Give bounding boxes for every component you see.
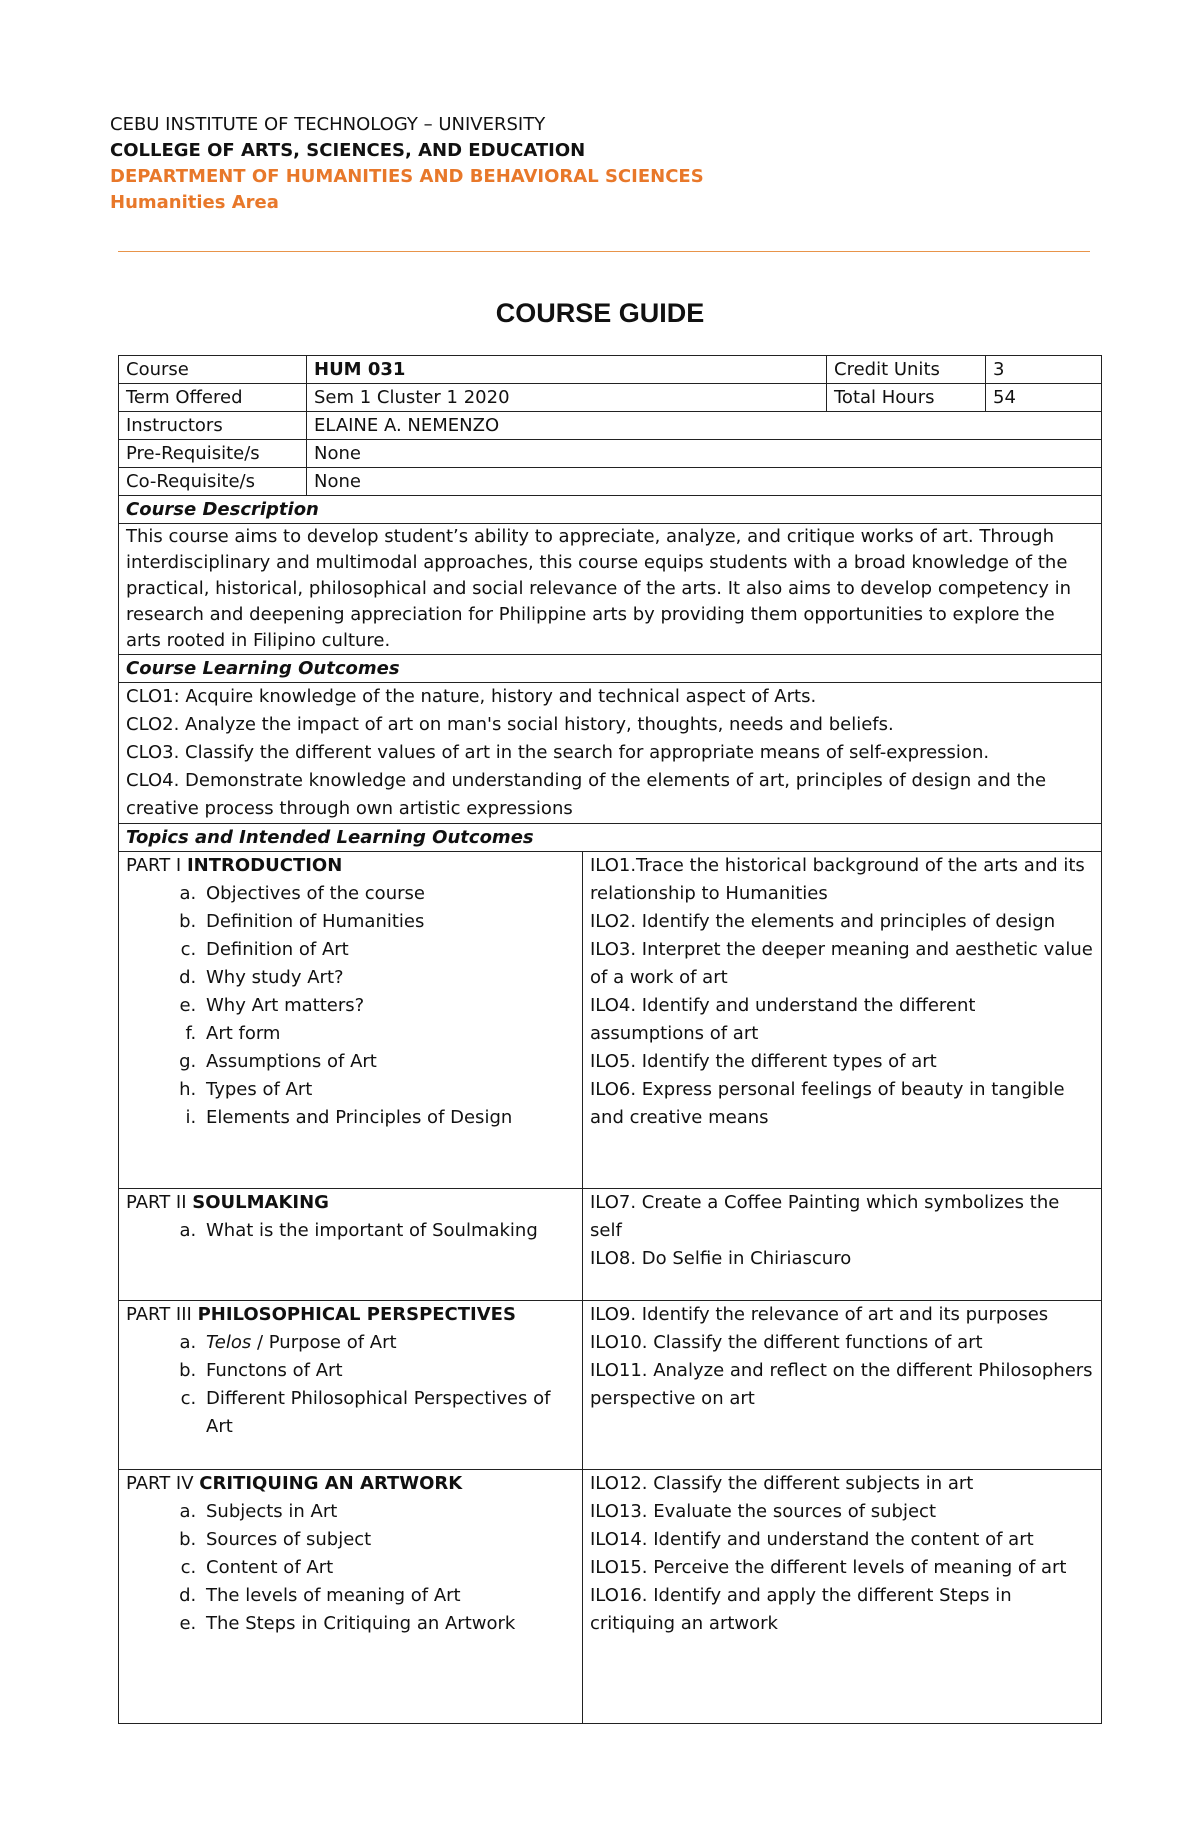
ilo-item: ILO5. Identify the different types of art bbox=[590, 1051, 937, 1072]
description-heading: Course Description bbox=[119, 496, 1102, 524]
prereq-value: None bbox=[307, 440, 1102, 468]
list-item: c. Definition of Art bbox=[202, 936, 575, 964]
list-item: c. Different Philosophical Perspectives of Art bbox=[202, 1385, 575, 1441]
part-topics bbox=[119, 852, 583, 1189]
ilo-item: ILO8. Do Selfie in Chiriascuro bbox=[590, 1248, 852, 1269]
item-text: / Purpose of Art bbox=[251, 1332, 397, 1353]
part-name: CRITIQUING AN ARTWORK bbox=[199, 1473, 463, 1494]
ilo-item: ILO14. Identify and understand the content of art bbox=[590, 1529, 1034, 1550]
part-title bbox=[126, 1301, 575, 1329]
term-row bbox=[119, 384, 1102, 412]
ilo-item: ILO2. Identify the elements and principles of design bbox=[590, 911, 1056, 932]
topic-list bbox=[126, 1498, 575, 1638]
ilo-item: ILO1.Trace the historical background of the arts and its relationship to Humanities bbox=[590, 855, 1085, 904]
ilo-item: ILO7. Create a Coffee Painting which symbolizes the self bbox=[590, 1192, 1060, 1241]
ilo-item: ILO15. Perceive the different levels of meaning of art bbox=[590, 1557, 1067, 1578]
hours-value: 54 bbox=[986, 384, 1102, 412]
list-item: f. Art form bbox=[202, 1020, 575, 1048]
ilo-item: ILO3. Interpret the deeper meaning and aesthetic value of a work of art bbox=[590, 939, 1093, 988]
part-title bbox=[126, 1189, 575, 1217]
list-item: g. Assumptions of Art bbox=[202, 1048, 575, 1076]
part-row bbox=[119, 1189, 1102, 1301]
outcomes-heading: Course Learning Outcomes bbox=[119, 655, 1102, 683]
description-heading-row bbox=[119, 496, 1102, 524]
institution-name: CEBU INSTITUTE OF TECHNOLOGY – UNIVERSITY bbox=[110, 114, 546, 135]
topic-list bbox=[126, 1329, 575, 1441]
list-item: h. Types of Art bbox=[202, 1076, 575, 1104]
topic-list bbox=[126, 1217, 575, 1245]
part-ilos bbox=[583, 1301, 1102, 1470]
credit-value: 3 bbox=[986, 356, 1102, 384]
area-name: Humanities Area bbox=[110, 192, 279, 213]
instructors-value: ELAINE A. NEMENZO bbox=[307, 412, 1102, 440]
part-title bbox=[126, 1470, 575, 1498]
college-name: COLLEGE OF ARTS, SCIENCES, AND EDUCATION bbox=[110, 140, 586, 161]
part-name: PHILOSOPHICAL PERSPECTIVES bbox=[197, 1304, 516, 1325]
header-divider bbox=[118, 251, 1090, 252]
outcomes-row bbox=[119, 683, 1102, 824]
list-item: d. Why study Art? bbox=[202, 964, 575, 992]
list-item: e. Why Art matters? bbox=[202, 992, 575, 1020]
part-prefix: PART III bbox=[126, 1304, 198, 1325]
part-ilos bbox=[583, 1189, 1102, 1301]
part-row bbox=[119, 1470, 1102, 1724]
list-item: b. Functons of Art bbox=[202, 1357, 575, 1385]
part-name: SOULMAKING bbox=[192, 1192, 329, 1213]
ilo-item: ILO9. Identify the relevance of art and its purposes bbox=[590, 1304, 1049, 1325]
ilo-item: ILO6. Express personal feelings of beauty in tangible and creative means bbox=[590, 1079, 1065, 1128]
part-prefix: PART II bbox=[126, 1192, 193, 1213]
topic-list bbox=[126, 880, 575, 1132]
description-text: This course aims to develop student’s ability to appreciate, analyze, and critique works of art. Through interdisciplinary and multimodal approaches, this course equips students with a broad knowledge of the practical, historical, philosophical and social relevance of the arts. It also aims to develop competency in research and deepening appreciation for Philippine arts by providing them opportunities to explore the arts rooted in Filipino culture. bbox=[119, 524, 1102, 655]
telos-term: Telos bbox=[206, 1332, 252, 1353]
coreq-row bbox=[119, 468, 1102, 496]
topics-heading: Topics and Intended Learning Outcomes bbox=[119, 824, 1102, 852]
part-ilos bbox=[583, 852, 1102, 1189]
clo-item: CLO1: Acquire knowledge of the nature, history and technical aspect of Arts. bbox=[126, 686, 817, 707]
part-title bbox=[126, 852, 575, 880]
instructors-label: Instructors bbox=[119, 412, 307, 440]
hours-label: Total Hours bbox=[827, 384, 986, 412]
page-title: COURSE GUIDE bbox=[495, 298, 705, 328]
topics-heading-row bbox=[119, 824, 1102, 852]
part-ilos bbox=[583, 1470, 1102, 1724]
department-name: DEPARTMENT OF HUMANITIES AND BEHAVIORAL SCIENCES bbox=[110, 166, 704, 187]
outcomes-heading-row bbox=[119, 655, 1102, 683]
list-item: a. What is the important of Soulmaking bbox=[202, 1217, 575, 1245]
list-item: i. Elements and Principles of Design bbox=[202, 1104, 575, 1132]
course-row bbox=[119, 356, 1102, 384]
ilo-item: ILO11. Analyze and reflect on the different Philosophers perspective on art bbox=[590, 1360, 1093, 1409]
term-label: Term Offered bbox=[119, 384, 307, 412]
outcomes-list bbox=[119, 683, 1102, 824]
coreq-label: Co-Requisite/s bbox=[119, 468, 307, 496]
list-item bbox=[202, 1329, 575, 1357]
part-topics bbox=[119, 1301, 583, 1470]
list-item: c. Content of Art bbox=[202, 1554, 575, 1582]
description-row bbox=[119, 524, 1102, 655]
ilo-item: ILO12. Classify the different subjects in art bbox=[590, 1473, 974, 1494]
part-row bbox=[119, 1301, 1102, 1470]
clo-item: CLO3. Classify the different values of art in the search for appropriate means of self-expression. bbox=[126, 742, 990, 763]
list-item: d. The levels of meaning of Art bbox=[202, 1582, 575, 1610]
part-topics bbox=[119, 1189, 583, 1301]
term-value: Sem 1 Cluster 1 2020 bbox=[307, 384, 827, 412]
part-prefix: PART I bbox=[126, 855, 187, 876]
part-topics bbox=[119, 1470, 583, 1724]
ilo-item: ILO13. Evaluate the sources of subject bbox=[590, 1501, 937, 1522]
list-item: a. Objectives of the course bbox=[202, 880, 575, 908]
prereq-row bbox=[119, 440, 1102, 468]
list-item: b. Sources of subject bbox=[202, 1526, 575, 1554]
document-header bbox=[110, 112, 1110, 216]
ilo-item: ILO10. Classify the different functions of art bbox=[590, 1332, 983, 1353]
list-item: a. Subjects in Art bbox=[202, 1498, 575, 1526]
part-row bbox=[119, 852, 1102, 1189]
clo-item: CLO4. Demonstrate knowledge and understanding of the elements of art, principles of design and the creative process through own artistic expressions bbox=[126, 770, 1047, 819]
course-value: HUM 031 bbox=[307, 356, 827, 384]
course-label: Course bbox=[119, 356, 307, 384]
part-name: INTRODUCTION bbox=[186, 855, 343, 876]
credit-label: Credit Units bbox=[827, 356, 986, 384]
clo-item: CLO2. Analyze the impact of art on man's social history, thoughts, needs and beliefs. bbox=[126, 714, 894, 735]
ilo-item: ILO16. Identify and apply the different Steps in critiquing an artwork bbox=[590, 1585, 1012, 1634]
coreq-value: None bbox=[307, 468, 1102, 496]
prereq-label: Pre-Requisite/s bbox=[119, 440, 307, 468]
list-item: e. The Steps in Critiquing an Artwork bbox=[202, 1610, 575, 1638]
ilo-item: ILO4. Identify and understand the different assumptions of art bbox=[590, 995, 976, 1044]
list-item: b. Definition of Humanities bbox=[202, 908, 575, 936]
course-guide-table bbox=[118, 355, 1102, 1724]
part-prefix: PART IV bbox=[126, 1473, 200, 1494]
instructors-row bbox=[119, 412, 1102, 440]
